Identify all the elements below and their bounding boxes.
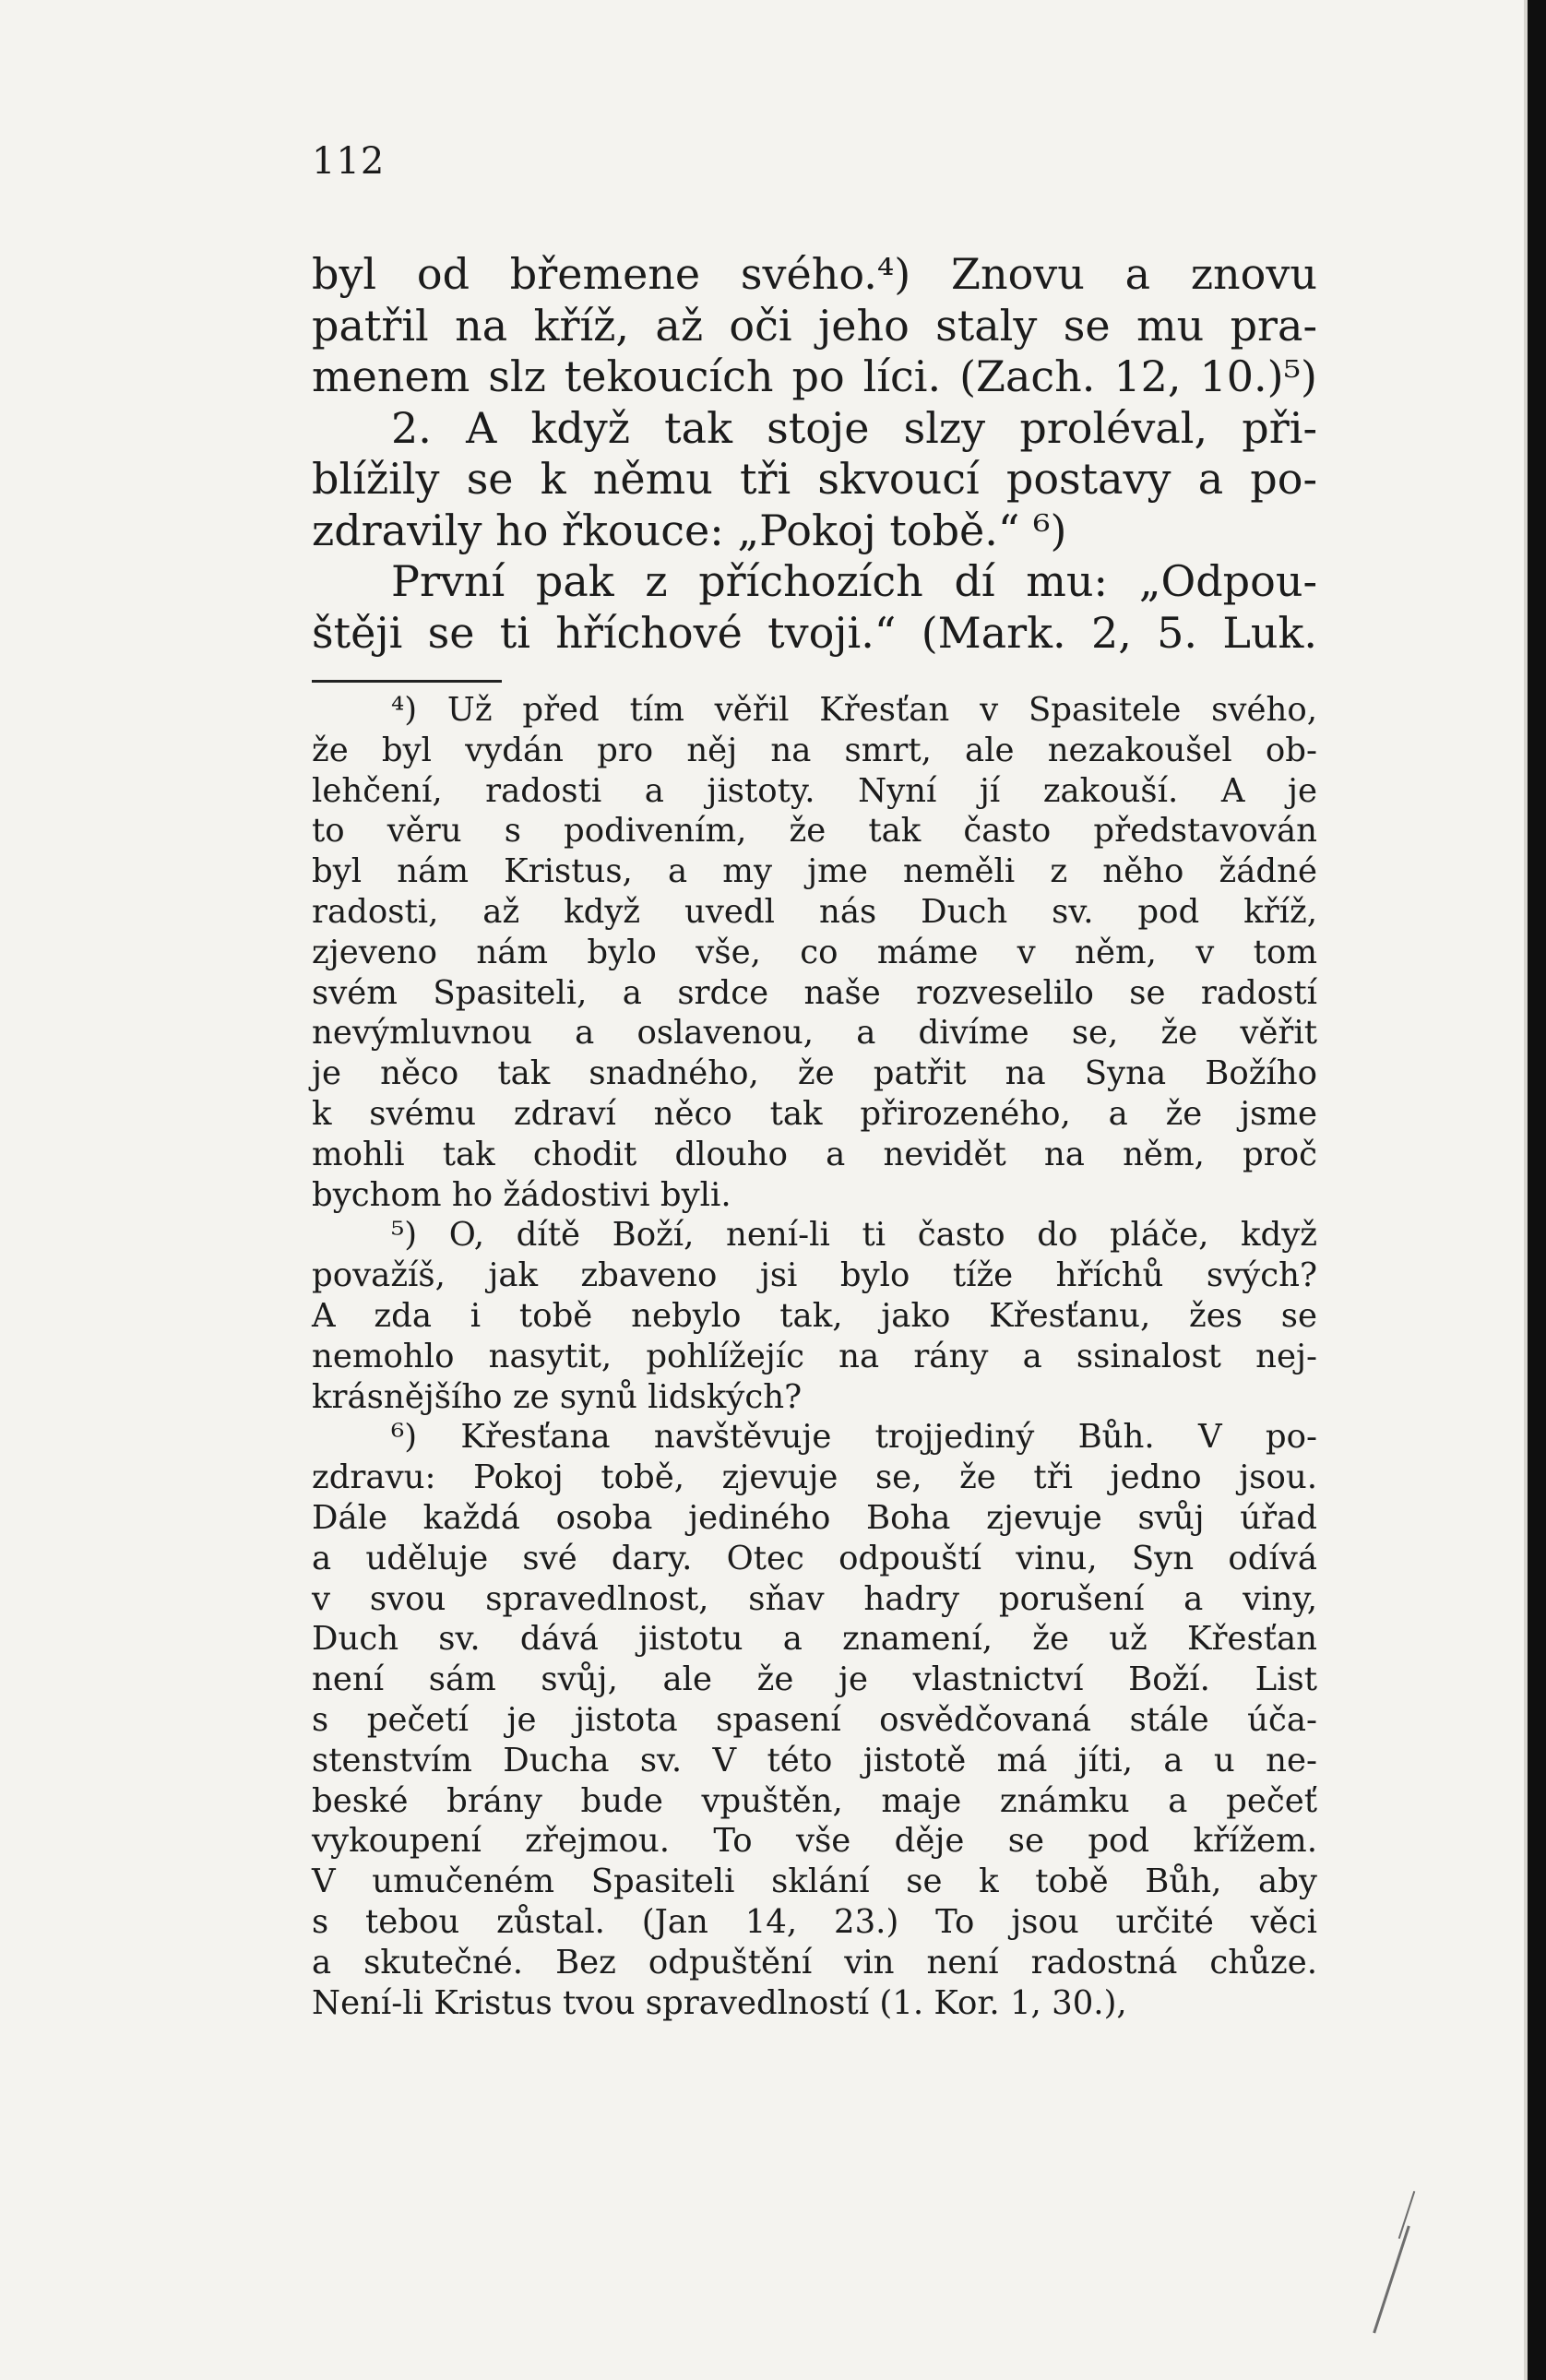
main-text-line: blížily se k němu tři skvoucí postavy a po-: [312, 454, 1317, 504]
footnote-line: radosti, až když uvedl nás Duch sv. pod kříž,: [312, 892, 1317, 931]
footnote-line: a skutečné. Bez odpuštění vin není radostná chůze.: [312, 1943, 1317, 1981]
main-text-line: menem slz tekoucích po líci. (Zach. 12, 10.)⁵): [312, 351, 1317, 401]
main-text-line: štěji se ti hříchové tvoji.“ (Mark. 2, 5. Luk.: [312, 607, 1317, 658]
main-text-line: zdravily ho řkouce: „Pokoj tobě.“ ⁶): [312, 505, 1067, 555]
footnote-line: s pečetí je jistota spasení osvědčovaná stále úča-: [312, 1700, 1317, 1739]
footnote-line: je něco tak snadného, že patřit na Syna Božího: [312, 1054, 1317, 1093]
footnote-line: Není-li Kristus tvou spravedlností (1. Kor. 1, 30.),: [312, 1983, 1127, 2022]
main-text-block: [312, 249, 1317, 659]
page-number: 112: [312, 140, 386, 183]
footnote-line: nevýmluvnou a oslavenou, a divíme se, že věřit: [312, 1014, 1317, 1053]
footnote-line: vykoupení zřejmou. To vše děje se pod křížem.: [312, 1822, 1317, 1861]
footnote-line: zjeveno nám bylo vše, co máme v něm, v tom: [312, 933, 1317, 971]
footnote-divider: [312, 680, 502, 683]
footnote-line: lehčení, radosti a jistoty. Nyní jí zakouší. A je: [312, 771, 1317, 810]
footnote-line: bychom ho žádostivi byli.: [312, 1175, 731, 1214]
footnote-line: ⁴) Už před tím věřil Křesťan v Spasitele svého,: [391, 691, 1317, 729]
footnote-line: s tebou zůstal. (Jan 14, 23.) To jsou určité věci: [312, 1902, 1317, 1941]
footnote-line: ⁵) O, dítě Boží, není-li ti často do pláče, když: [391, 1216, 1317, 1255]
footnotes-block: [312, 690, 1317, 2023]
footnote-line: považíš, jak zbaveno jsi bylo tíže hříchů svých?: [312, 1256, 1317, 1295]
main-text-line: byl od břemene svého.⁴) Znovu a znovu: [312, 249, 1317, 299]
footnote-line: k svému zdraví něco tak přirozeného, a že jsme: [312, 1094, 1317, 1133]
footnote-line: nemohlo nasytit, pohlížejíc na rány a ssinalost nej-: [312, 1337, 1317, 1375]
footnote-line: není sám svůj, ale že je vlastnictví Boží. List: [312, 1660, 1317, 1699]
footnote-line: zdravu: Pokoj tobě, zjevuje se, že tři jedno jsou.: [312, 1458, 1317, 1497]
pencil-mark: [1373, 2226, 1410, 2334]
main-text-line: První pak z příchozích dí mu: „Odpou-: [391, 556, 1317, 606]
scan-border: [1528, 0, 1546, 2380]
footnote-line: v svou spravedlnost, sňav hadry porušení a viny,: [312, 1579, 1317, 1618]
footnote-line: to věru s podivením, že tak často představován: [312, 812, 1317, 851]
footnote-line: byl nám Kristus, a my jme neměli z něho žádné: [312, 852, 1317, 891]
footnote-line: stenstvím Ducha sv. V této jistotě má jíti, a u ne-: [312, 1741, 1317, 1779]
footnote-line: A zda i tobě nebylo tak, jako Křesťanu, žes se: [312, 1296, 1317, 1335]
footnote-line: svém Spasiteli, a srdce naše rozveselilo se radostí: [312, 973, 1317, 1012]
footnote-line: beské brány bude vpuštěn, maje známku a pečeť: [312, 1781, 1317, 1820]
footnote-line: a uděluje své dary. Otec odpouští vinu, Syn odívá: [312, 1539, 1317, 1577]
main-text-line: 2. A když tak stoje slzy proléval, při-: [391, 402, 1317, 453]
footnote-line: V umučeném Spasiteli sklání se k tobě Bůh, aby: [312, 1862, 1317, 1901]
footnote-line: krásnějšího ze synů lidských?: [312, 1377, 803, 1416]
footnote-line: ⁶) Křesťana navštěvuje trojjediný Bůh. V po-: [391, 1418, 1317, 1457]
footnote-line: že byl vydán pro něj na smrt, ale nezakoušel ob-: [312, 731, 1317, 769]
footnote-line: mohli tak chodit dlouho a nevidět na něm, proč: [312, 1135, 1317, 1173]
main-text-line: patřil na kříž, až oči jeho staly se mu pra-: [312, 300, 1317, 351]
footnote-line: Duch sv. dává jistotu a znamení, že už Křesťan: [312, 1620, 1317, 1659]
footnote-line: Dále každá osoba jediného Boha zjevuje svůj úřad: [312, 1498, 1317, 1537]
